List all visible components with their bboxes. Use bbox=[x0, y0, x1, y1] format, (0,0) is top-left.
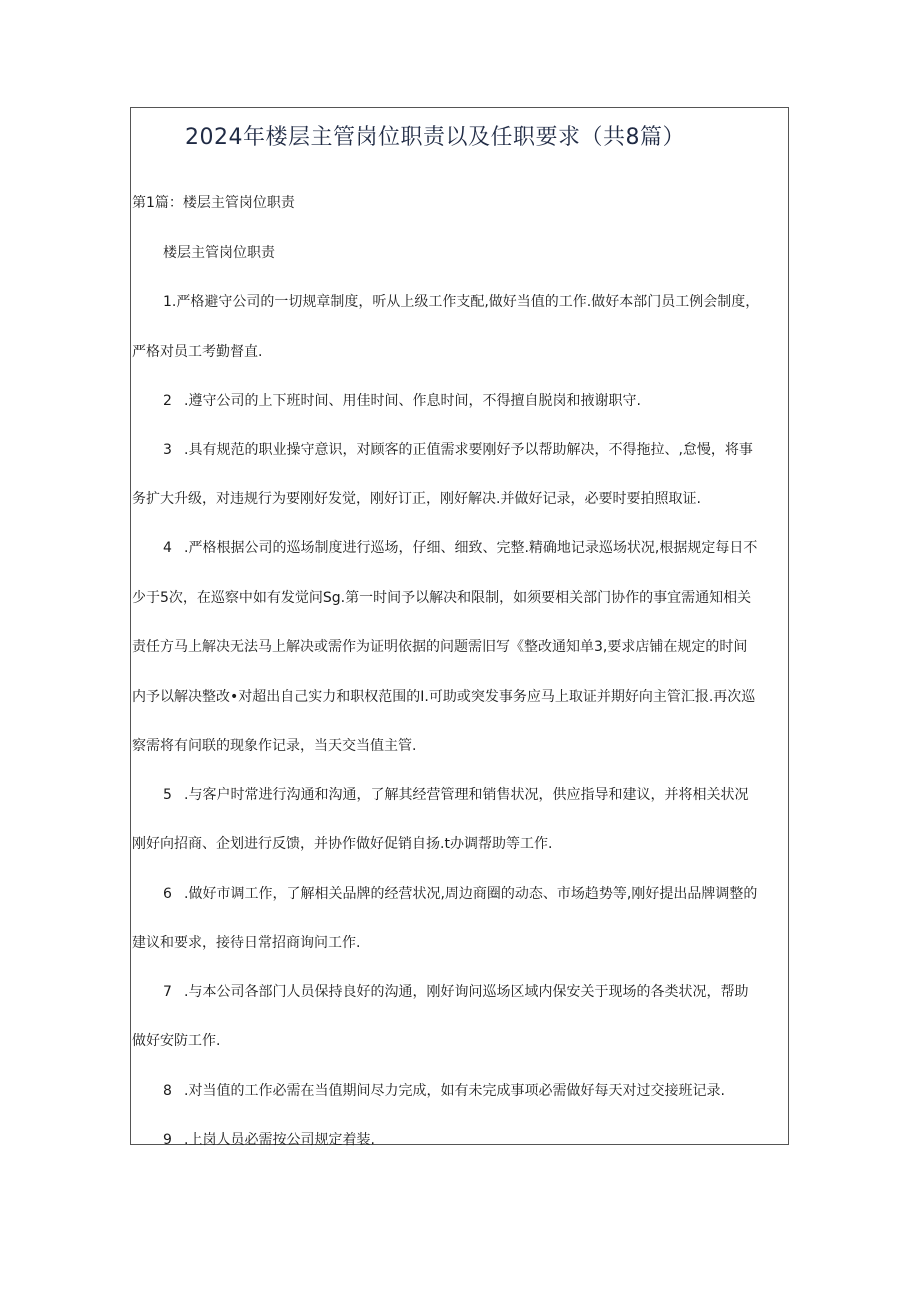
item-7-line-2: 做好安防工作. bbox=[132, 1033, 221, 1049]
item-1-line-1: 1.严格避守公司的一切规章制度，听从上级工作支配,做好当值的工作.做好本部门员工例会制度， bbox=[163, 294, 760, 310]
item-8 bbox=[163, 1080, 725, 1100]
item-4-line-3: 责任方马上解决无法马上解决或需作为证明依据的问题需旧写《整改通知单3,要求店铺在规定的时间 bbox=[132, 639, 748, 655]
item-6-line-2: 建议和要求，接待日常招商询问工作. bbox=[132, 935, 361, 951]
item-1-line-2: 严格对员工考勤督直. bbox=[132, 344, 263, 360]
item-number: 4 bbox=[163, 540, 172, 556]
section-heading: 第1篇：楼层主管岗位职责 bbox=[132, 195, 295, 211]
item-text: .与本公司各部门人员保持良好的沟通，刚好询问巡场区域内保安关于现场的各类状况，帮助 bbox=[184, 984, 749, 1000]
item-number: 9 bbox=[163, 1132, 172, 1148]
item-4-line-4: 内予以解决整改•对超出自己实力和职权范围的I.可助或突发事务应马上取证并期好向主管汇报.再次巡 bbox=[132, 689, 756, 705]
item-number: 6 bbox=[163, 886, 172, 902]
item-7-line-1 bbox=[163, 981, 748, 1001]
document-title: 2024年楼层主管岗位职责以及任职要求（共8篇） bbox=[185, 125, 685, 150]
item-4-line-5: 察需将有问联的现象作记录，当天交当值主管. bbox=[132, 738, 417, 754]
item-text: .做好市调工作，了解相关品牌的经营状况,周边商圈的动态、市场趋势等,刚好提出品牌调整的 bbox=[184, 886, 758, 902]
item-text: .对当值的工作必需在当值期间尽力完成，如有未完成事项必需做好每天对过交接班记录. bbox=[184, 1083, 725, 1099]
item-4-line-1 bbox=[163, 537, 757, 557]
item-text: .与客户时常进行沟通和沟通，了解其经营管理和销售状况，供应指导和建议，并将相关状况 bbox=[184, 787, 749, 803]
item-number: 5 bbox=[163, 787, 172, 803]
item-9 bbox=[163, 1129, 375, 1149]
item-number: 8 bbox=[163, 1083, 172, 1099]
item-4-line-2: 少于5次，在巡察中如有发觉问Sg.第一时间予以解决和限制，如须要相关部门协作的事宜需通知相关 bbox=[132, 590, 752, 606]
item-text: .严格根据公司的巡场制度进行巡场，仔细、细致、完整.精确地记录巡场状况,根据规定每日不 bbox=[184, 540, 758, 556]
item-3-line-2: 务扩大升级，对违规行为要刚好发觉，刚好订正，刚好解决.并做好记录，必要时要拍照取证. bbox=[132, 491, 701, 507]
item-5-line-1 bbox=[163, 784, 748, 804]
subheading: 楼层主管岗位职责 bbox=[163, 245, 275, 261]
item-5-line-2: 刚好向招商、企划进行反馈，并协作做好促销自扬.t办调帮助等工作. bbox=[132, 836, 553, 852]
item-6-line-1 bbox=[163, 883, 757, 903]
item-number: 7 bbox=[163, 984, 172, 1000]
item-3-line-1 bbox=[163, 439, 753, 459]
item-text: .具有规范的职业操守意识，对顾客的正值需求要刚好予以帮助解决，不得拖拉、,怠慢，将事 bbox=[184, 442, 753, 458]
item-text: .上岗人员必需按公司规定着装. bbox=[184, 1132, 375, 1148]
item-text: .遵守公司的上下班时间、用佳时间、作息时间，不得擅自脱岗和掖谢职守. bbox=[184, 393, 641, 409]
item-number: 2 bbox=[163, 393, 172, 409]
item-number: 3 bbox=[163, 442, 172, 458]
item-2 bbox=[163, 390, 641, 410]
